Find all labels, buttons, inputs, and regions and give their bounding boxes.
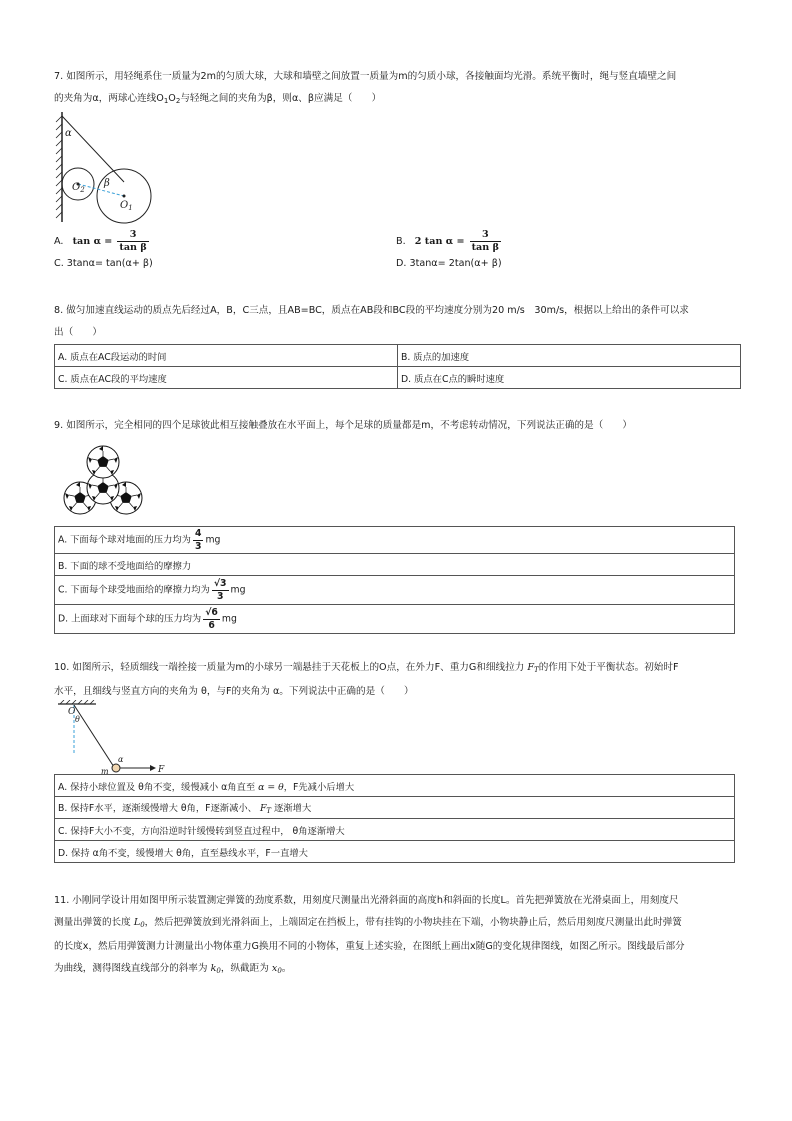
- q10-fig-o: O: [68, 707, 76, 717]
- q9-option-b[interactable]: B. 下面的球不受地面给的摩擦力: [55, 554, 735, 576]
- q7-fig-alpha: α: [65, 128, 72, 139]
- q10-option-b[interactable]: B. 保持F水平，逐渐缓慢增大 θ角，F逐渐减小、 $F_T$ 逐渐增大: [55, 797, 735, 819]
- question-10: [54, 657, 738, 703]
- q8-options-table: [54, 344, 741, 389]
- q10-option-a[interactable]: A. 保持小球位置及 θ角不变，缓慢减小 α角直至 α = θ，F先减小后增大: [55, 775, 735, 797]
- q7-figure: [54, 112, 164, 224]
- q10-stem-line1: 10. 如图所示，轻质细线一端拴接一质量为m的小球另一端悬挂于天花板上的O点，在外力F、重力G和细线拉力 $F_T$的作用下处于平衡状态。初始时F: [54, 662, 679, 674]
- question-8: [54, 300, 738, 344]
- q7-option-c[interactable]: C. 3tanα= tan(α+ β): [54, 258, 153, 269]
- q11-line2: 测量出弹簧的长度 $L_0$，然后把弹簧放到光滑斜面上，上端固定在挡板上，带有挂钩的小物块挂在下端，小物块静止后，然后用刻度尺测量出此时弹簧: [54, 917, 682, 929]
- svg-text:O2: $O_2$: [72, 182, 85, 194]
- table-row: [55, 819, 735, 841]
- q10-fig-m: m: [101, 767, 109, 776]
- table-row: [55, 576, 735, 605]
- q9-stem: 9. 如图所示，完全相同的四个足球彼此相互接触叠放在水平面上，每个足球的质量都是m，不考虑转动情况，下列说法正确的是（ ）: [54, 420, 632, 431]
- q9-footballs-figure: [60, 440, 148, 518]
- q11-line4: 为曲线，测得图线直线部分的斜率为 $k_0$，纵截距为 $x_0$。: [54, 963, 292, 975]
- table-row: [55, 841, 735, 863]
- q8-option-a[interactable]: A. 质点在AC段运动的时间: [55, 345, 398, 367]
- q7-stem-line2: 的夹角为α，两球心连线$O_1O_2$与轻绳之间的夹角为β，则α、β应满足（ ）: [54, 93, 382, 105]
- q11-line1: 11. 小刚同学设计用如图甲所示装置测定弹簧的劲度系数，用刻度尺测量出光滑斜面的高度h和斜面的长度L。首先把弹簧放在光滑桌面上，用刻度尺: [54, 895, 679, 906]
- q8-option-c[interactable]: C. 质点在AC段的平均速度: [55, 367, 398, 389]
- table-row: [55, 554, 735, 576]
- svg-text:O1: $O_1$: [120, 200, 133, 212]
- q7-option-d[interactable]: D. 3tanα= 2tan(α+ β): [396, 258, 502, 269]
- table-row: [55, 527, 735, 554]
- q7-fig-beta: β: [104, 178, 110, 189]
- q10-fig-f: F: [158, 765, 165, 775]
- table-row: [55, 345, 741, 367]
- q8-option-b[interactable]: B. 质点的加速度: [398, 345, 741, 367]
- q9-option-d[interactable]: D. 上面球对下面每个球的压力均为 $\frac{√6}{6}$ mg: [55, 605, 735, 634]
- q7-stem-line1: 7. 如图所示，用轻绳系住一质量为2m的匀质大球，大球和墙壁之间放置一质量为m的匀质小球，各接触面均光滑。系统平衡时，绳与竖直墙壁之间: [54, 71, 677, 82]
- q10-stem-line2: 水平，且细线与竖直方向的夹角为 θ，与F的夹角为 α。下列说法中正确的是（ ）: [54, 686, 414, 697]
- q9-option-a[interactable]: A. 下面每个球对地面的压力均为 $\frac{4}{3}$ mg: [55, 527, 735, 554]
- q10-fig-theta: θ: [75, 715, 80, 724]
- q10-option-d[interactable]: D. 保持 α角不变，缓慢增大 θ角，直至悬线水平，F一直增大: [55, 841, 735, 863]
- q9-options-table: [54, 526, 735, 634]
- table-row: [55, 605, 735, 634]
- q7-option-b[interactable]: B. 2 tan α = $\frac{3}{\text{tan β}}$: [396, 229, 499, 253]
- q8-stem-line1: 8. 做匀加速直线运动的质点先后经过A，B，C三点，且AB=BC，质点在AB段和BC段的平均速度分别为20 m/s 30m/s，根据以上给出的条件可以求: [54, 305, 689, 316]
- question-7: [54, 66, 738, 112]
- q10-fig-alpha: α: [118, 755, 124, 764]
- q11-line3: 的长度x，然后用弹簧测力计测量出小物体重力G换用不同的小物体，重复上述实验，在图纸上画出x随G的变化规律图线，如图乙所示。图线最后部分: [54, 941, 685, 952]
- q10-options-table: [54, 774, 735, 863]
- q7-option-a[interactable]: A. tan α = $\frac{3}{\text{tan β}}$: [54, 229, 147, 253]
- question-9: [54, 415, 738, 437]
- q8-stem-line2: 出（ ）: [54, 327, 102, 338]
- q9-option-c[interactable]: C. 下面每个球受地面给的摩擦力均为 $\frac{√3}{3}$ mg: [55, 576, 735, 605]
- question-11: [54, 890, 738, 982]
- table-row: [55, 797, 735, 819]
- table-row: [55, 367, 741, 389]
- q7-fig-o2: O: [72, 182, 81, 193]
- q8-option-d[interactable]: D. 质点在C点的瞬时速度: [398, 367, 741, 389]
- q10-option-c[interactable]: C. 保持F大小不变，方向沿逆时针缓慢转到竖直过程中， θ角逐渐增大: [55, 819, 735, 841]
- q10-figure: [54, 700, 174, 776]
- q7-fig-o1: O: [120, 200, 129, 211]
- table-row: [55, 775, 735, 797]
